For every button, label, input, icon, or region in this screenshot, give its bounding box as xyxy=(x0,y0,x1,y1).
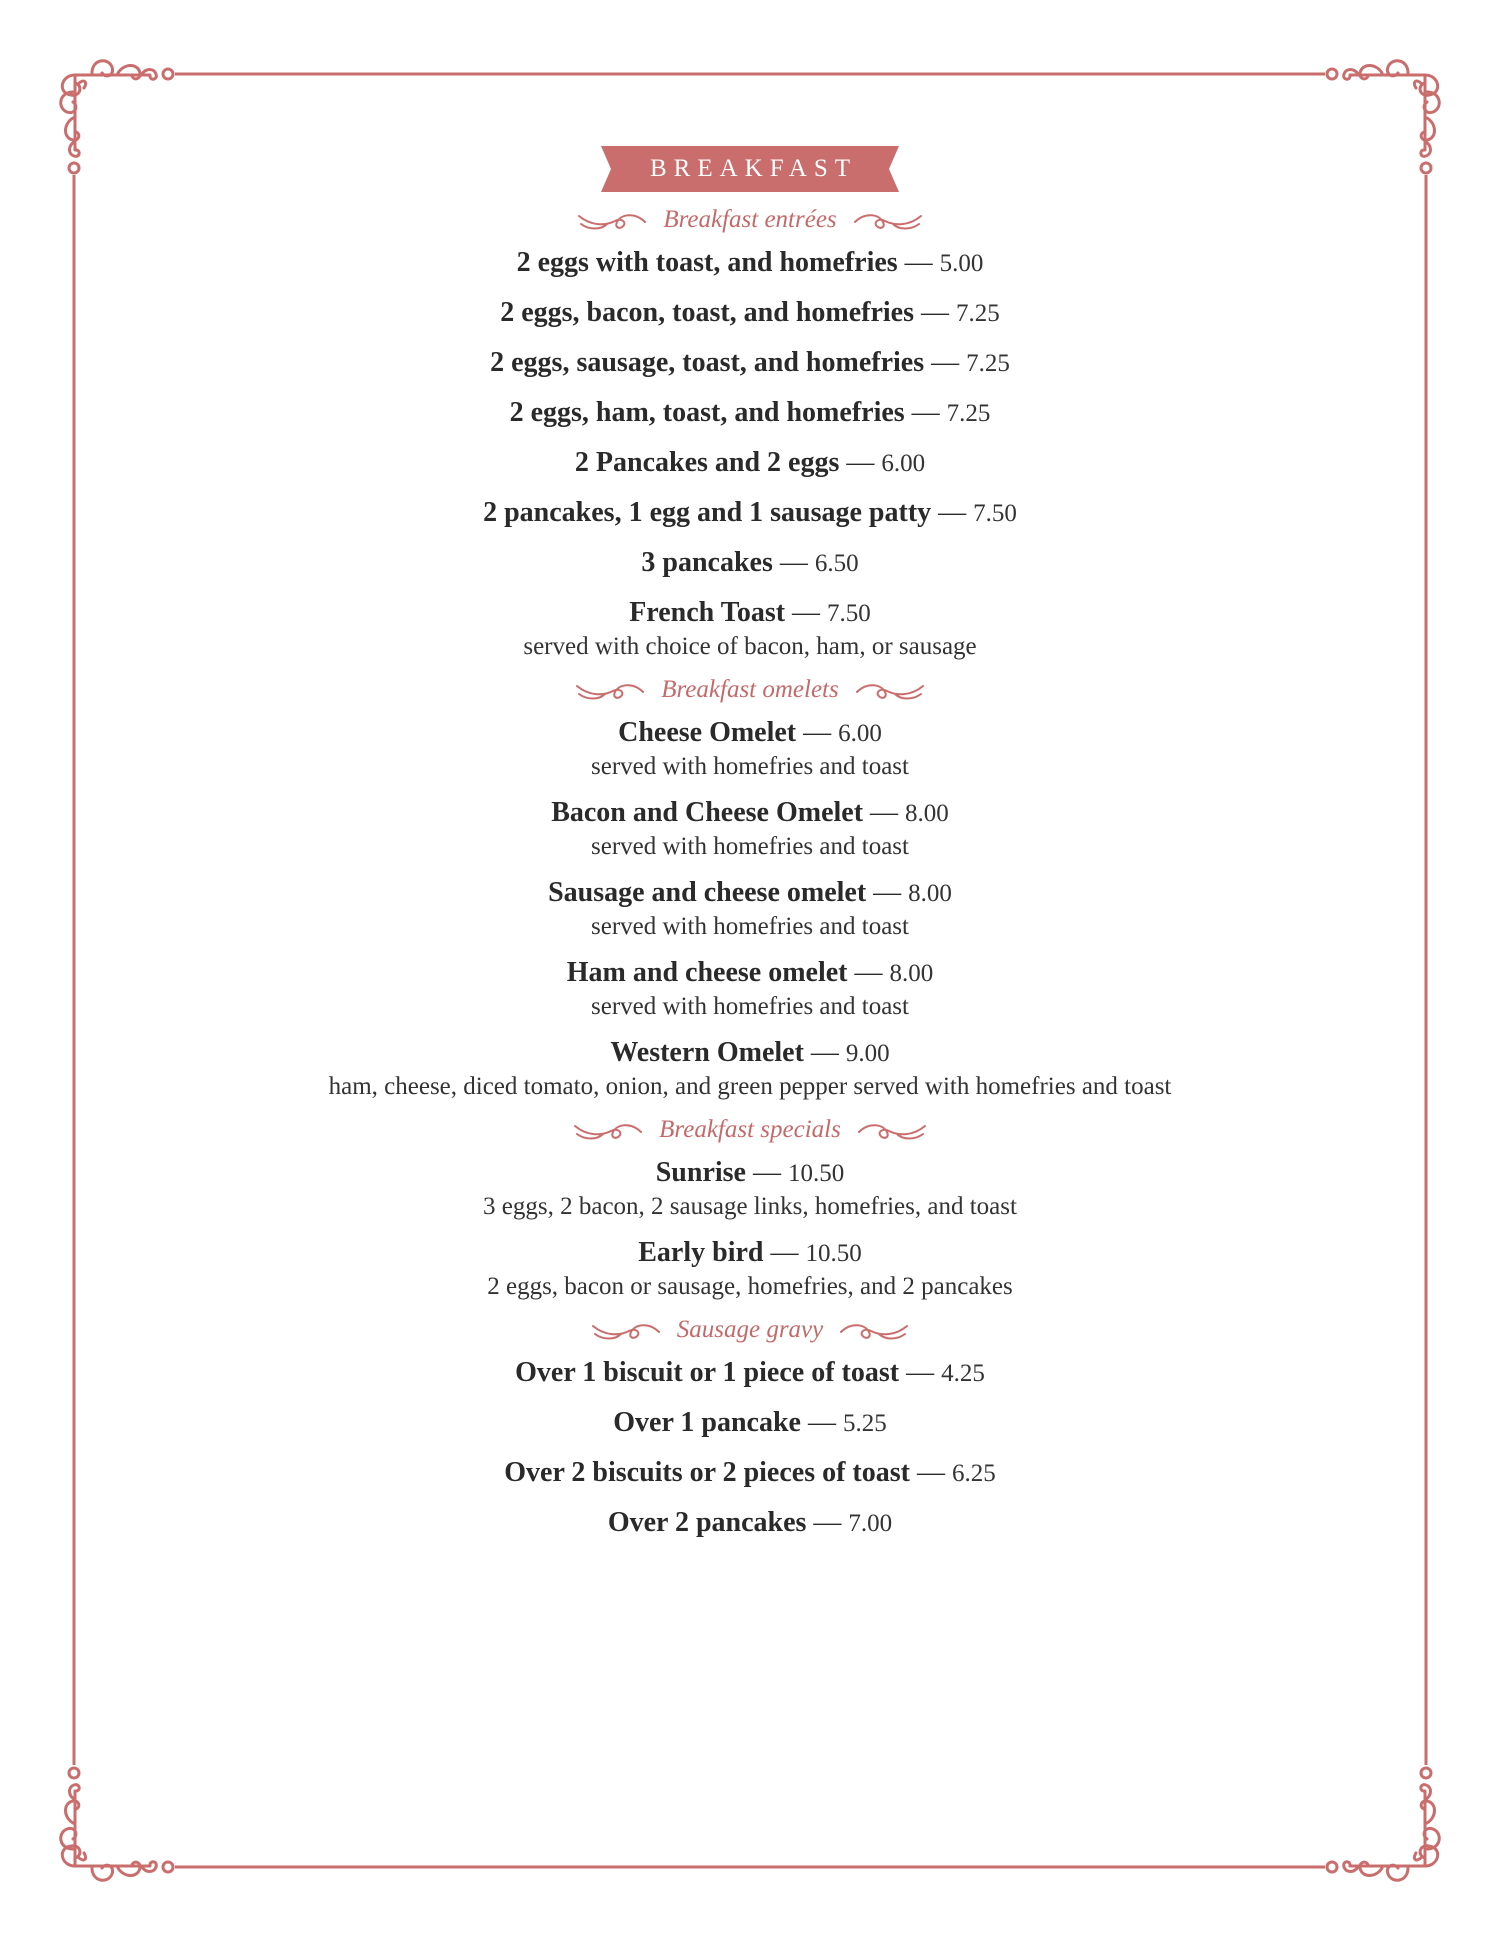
price-separator: — xyxy=(803,1037,846,1068)
price-separator: — xyxy=(931,497,974,528)
menu-item xyxy=(517,244,984,282)
menu-item-line xyxy=(523,594,976,632)
menu-item xyxy=(490,344,1010,382)
menu-item-name: Ham and cheese omelet xyxy=(566,957,848,988)
menu-item-name: 3 pancakes xyxy=(641,547,773,578)
menu-item-line xyxy=(515,1354,985,1392)
menu-item xyxy=(487,1234,1013,1302)
menu-item-line xyxy=(500,294,1000,332)
price-separator: — xyxy=(914,297,956,328)
menu-item-name: Sunrise xyxy=(655,1157,746,1188)
menu-item-description: served with homefries and toast xyxy=(591,833,909,860)
menu-item xyxy=(575,444,925,482)
menu-item xyxy=(329,1034,1172,1102)
swirl-ornament-icon xyxy=(857,1118,927,1142)
menu-item-price: 8.00 xyxy=(908,880,952,907)
swirl-ornament-icon xyxy=(855,678,925,702)
menu-item-line xyxy=(329,1034,1172,1072)
menu-item-line xyxy=(483,1154,1017,1192)
menu-item-description: 2 eggs, bacon or sausage, homefries, and 2 pancakes xyxy=(487,1273,1013,1300)
swirl-ornament-icon xyxy=(839,1318,909,1342)
menu-item-line xyxy=(567,954,933,992)
menu-item-line xyxy=(517,244,984,282)
menu-item-price: 4.25 xyxy=(941,1360,985,1387)
swirl-ornament-icon xyxy=(573,1118,643,1142)
menu-item-name: 2 eggs, bacon, toast, and homefries xyxy=(500,297,914,328)
menu-item-name: Over 2 pancakes xyxy=(607,1507,807,1538)
price-separator: — xyxy=(899,1357,942,1388)
menu-item-description: ham, cheese, diced tomato, onion, and green pepper served with homefries and toast xyxy=(328,1073,1172,1100)
menu-item-name: 2 pancakes, 1 egg and 1 sausage patty xyxy=(483,497,932,528)
menu-item-name: French Toast xyxy=(629,597,786,628)
corner-ornament-bottom-left xyxy=(61,1768,173,1880)
menu-item-line xyxy=(504,1454,995,1492)
price-separator: — xyxy=(863,797,906,828)
menu-item-price: 7.25 xyxy=(946,400,991,427)
price-separator: — xyxy=(909,1457,952,1488)
section-heading xyxy=(577,200,922,240)
menu-item xyxy=(510,394,991,432)
menu-item xyxy=(523,594,976,662)
menu-item-name: 2 Pancakes and 2 eggs xyxy=(574,447,840,478)
price-separator: — xyxy=(839,447,882,478)
price-separator: — xyxy=(745,1157,788,1188)
menu-item-price: 6.00 xyxy=(838,720,882,747)
menu-item-line xyxy=(575,444,925,482)
menu-item-price: 8.00 xyxy=(889,960,934,987)
menu-item-name: Over 1 pancake xyxy=(613,1407,801,1438)
menu-item-description: served with choice of bacon, ham, or sausage xyxy=(523,633,977,660)
menu-item-name: Over 2 biscuits or 2 pieces of toast xyxy=(504,1457,910,1488)
menu-item-line xyxy=(510,394,991,432)
menu-item-line xyxy=(641,544,858,582)
corner-ornament-bottom-right xyxy=(1327,1768,1439,1880)
price-separator: — xyxy=(806,1507,849,1538)
swirl-ornament-icon xyxy=(577,208,647,232)
section-items xyxy=(329,714,1172,1102)
menu-item-description: served with homefries and toast xyxy=(591,753,909,780)
menu-item-line xyxy=(487,1234,1013,1272)
menu-item-line xyxy=(483,494,1017,532)
price-separator: — xyxy=(897,247,940,278)
menu-item-price: 6.50 xyxy=(814,550,859,577)
breakfast-banner xyxy=(601,146,899,192)
menu-item-line xyxy=(548,874,952,912)
menu-item-price: 8.00 xyxy=(905,800,949,827)
price-separator: — xyxy=(763,1237,806,1268)
menu-item-price: 7.50 xyxy=(973,500,1017,527)
menu-item-name: 2 eggs, sausage, toast, and homefries xyxy=(490,347,925,378)
menu-item xyxy=(591,714,909,782)
price-separator: — xyxy=(796,717,839,748)
menu-item xyxy=(641,544,858,582)
section-title: Breakfast omelets xyxy=(661,676,839,703)
swirl-ornament-icon xyxy=(591,1318,661,1342)
menu-item-name: Over 1 biscuit or 1 piece of toast xyxy=(515,1357,900,1388)
menu-item xyxy=(515,1354,985,1392)
menu-item-name: 2 eggs with toast, and homefries xyxy=(516,247,898,278)
menu-item-line xyxy=(551,794,949,832)
price-separator: — xyxy=(866,877,909,908)
price-separator: — xyxy=(847,957,890,988)
menu-item-name: Cheese Omelet xyxy=(618,717,797,748)
menu-item-price: 7.25 xyxy=(966,350,1010,377)
menu-item xyxy=(483,494,1017,532)
menu-item-price: 7.00 xyxy=(848,1510,893,1537)
price-separator: — xyxy=(785,597,828,628)
menu-item xyxy=(500,294,1000,332)
price-separator: — xyxy=(800,1407,843,1438)
menu-sections xyxy=(329,192,1172,1542)
menu-item-name: Early bird xyxy=(638,1237,764,1268)
menu-item-price: 7.50 xyxy=(827,600,871,627)
menu-item-name: 2 eggs, ham, toast, and homefries xyxy=(509,397,905,428)
menu-item-price: 10.50 xyxy=(787,1160,845,1187)
section-items xyxy=(483,244,1017,662)
menu-item-description: 3 eggs, 2 bacon, 2 sausage links, homefries, and toast xyxy=(483,1193,1017,1220)
menu-item-price: 10.50 xyxy=(805,1240,862,1267)
section-items xyxy=(483,1154,1017,1302)
price-separator: — xyxy=(772,547,815,578)
menu-item xyxy=(548,874,952,942)
menu-item-name: Bacon and Cheese Omelet xyxy=(551,797,864,828)
menu-item-price: 9.00 xyxy=(845,1040,890,1067)
price-separator: — xyxy=(924,347,967,378)
menu-item-line xyxy=(608,1504,892,1542)
menu-item xyxy=(551,794,949,862)
menu-item-line xyxy=(490,344,1010,382)
menu-item-line xyxy=(613,1404,886,1442)
menu-item-price: 5.00 xyxy=(939,250,984,277)
banner-title: BREAKFAST xyxy=(649,155,857,182)
menu-item-price: 6.25 xyxy=(951,1460,996,1487)
section-title: Sausage gravy xyxy=(676,1316,824,1343)
menu-item xyxy=(504,1454,995,1492)
menu-item-description: served with homefries and toast xyxy=(591,993,909,1020)
section-heading xyxy=(591,1310,910,1350)
menu xyxy=(0,146,1500,1542)
menu-item-line xyxy=(591,714,909,752)
menu-item-price: 5.25 xyxy=(842,1410,887,1437)
menu-item-price: 7.25 xyxy=(956,300,1000,327)
section-heading xyxy=(575,670,925,710)
menu-item-price: 6.00 xyxy=(881,450,926,477)
swirl-ornament-icon xyxy=(575,678,645,702)
price-separator: — xyxy=(904,397,947,428)
menu-item-name: Western Omelet xyxy=(610,1037,804,1068)
menu-item-name: Sausage and cheese omelet xyxy=(548,877,867,908)
section-title: Breakfast entrées xyxy=(663,206,837,233)
section-title: Breakfast specials xyxy=(659,1116,841,1143)
menu-item xyxy=(567,954,933,1022)
swirl-ornament-icon xyxy=(853,208,923,232)
menu-item xyxy=(613,1404,886,1442)
section-items xyxy=(504,1354,995,1542)
menu-item xyxy=(483,1154,1017,1222)
menu-item-description: served with homefries and toast xyxy=(591,913,909,940)
menu-item xyxy=(608,1504,892,1542)
section-heading xyxy=(573,1110,927,1150)
